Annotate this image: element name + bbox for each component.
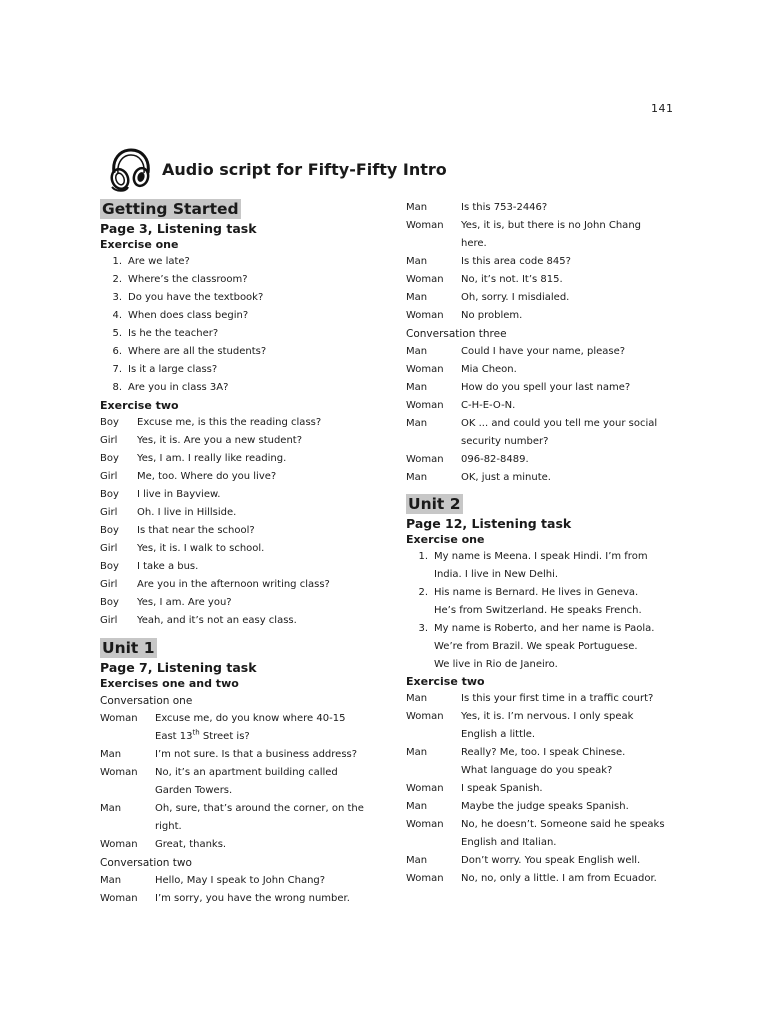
dialogue-line <box>406 852 706 870</box>
list-item <box>100 271 390 289</box>
dialogue-line <box>406 816 706 834</box>
conversation-heading: Conversation three <box>406 328 507 340</box>
dialogue-line <box>100 576 390 594</box>
dialogue-line <box>100 836 390 854</box>
line-text <box>155 800 390 818</box>
line-text <box>137 414 390 432</box>
dialogue-line <box>406 708 706 726</box>
line-text-part: No, he doesn’t. Someone said he speaks <box>461 819 665 830</box>
line-text-part: Garden Towers. <box>155 785 233 796</box>
line-text <box>461 415 706 433</box>
line-text <box>137 432 390 450</box>
dialogue <box>100 414 390 630</box>
speaker: Woman <box>406 400 444 411</box>
list-item-text: His name is Bernard. He lives in Geneva. <box>434 587 639 598</box>
exercise-heading: Exercises one and two <box>100 677 239 690</box>
document-title: Audio script for Fifty-Fifty Intro <box>162 160 447 179</box>
list-item <box>406 584 706 602</box>
line-text <box>155 782 390 800</box>
speaker <box>100 728 155 746</box>
speaker <box>406 762 461 780</box>
speaker: Man <box>100 803 122 814</box>
line-text-part: Yes, I am. I really like reading. <box>137 453 287 464</box>
line-text <box>461 798 706 816</box>
dialogue-line <box>406 780 706 798</box>
list-item-number: 8. <box>112 382 122 393</box>
line-text <box>137 576 390 594</box>
dialogue-line <box>406 451 706 469</box>
speaker: Woman <box>406 274 444 285</box>
line-text-part: Yes, it is, but there is no John Chang <box>461 220 641 231</box>
list-item-number: 1. <box>418 551 428 562</box>
list-item-text: My name is Roberto, and her name is Paola. <box>434 623 655 634</box>
line-text-part: How do you spell your last name? <box>461 382 631 393</box>
speaker: Woman <box>406 783 444 794</box>
line-text <box>137 558 390 576</box>
line-text-part: Is that near the school? <box>137 525 255 536</box>
page-reference: Page 12, Listening task <box>406 516 572 531</box>
list-item <box>100 361 390 379</box>
exercise-heading: Exercise one <box>100 238 179 251</box>
line-text <box>137 612 390 630</box>
list-item-text: Are we late? <box>128 256 190 267</box>
line-text-part: Mia Cheon. <box>461 364 517 375</box>
speaker: Woman <box>406 454 444 465</box>
speaker <box>406 726 461 744</box>
line-text <box>461 271 706 289</box>
dialogue-line <box>100 540 390 558</box>
line-text <box>461 451 706 469</box>
line-text-part: Great, thanks. <box>155 839 227 850</box>
line-text-part: Is this your first time in a traffic court? <box>461 693 654 704</box>
speaker: Woman <box>406 819 444 830</box>
dialogue <box>406 199 706 325</box>
dialogue-line <box>406 289 706 307</box>
list-item <box>100 253 390 271</box>
dialogue-line <box>100 782 390 800</box>
dialogue-line <box>100 594 390 612</box>
dialogue <box>406 690 706 888</box>
dialogue-line <box>100 710 390 728</box>
line-text <box>461 744 706 762</box>
speaker: Man <box>406 382 428 393</box>
speaker: Boy <box>100 525 119 536</box>
exercise-heading: Exercise two <box>406 675 485 688</box>
dialogue-line <box>100 746 390 764</box>
list-item-text: When does class begin? <box>128 310 249 321</box>
line-text-part: Excuse me, is this the reading class? <box>137 417 322 428</box>
dialogue-line <box>100 800 390 818</box>
line-text-part: Me, too. Where do you live? <box>137 471 277 482</box>
line-text <box>137 594 390 612</box>
list-item-text: Is it a large class? <box>128 364 218 375</box>
speaker: Man <box>406 801 428 812</box>
line-text <box>461 690 706 708</box>
line-text-part: No, no, only a little. I am from Ecuador. <box>461 873 657 884</box>
speaker: Girl <box>100 579 118 590</box>
line-text <box>461 433 706 451</box>
list-item-number <box>406 566 434 584</box>
list-item <box>100 379 390 397</box>
dialogue-line <box>100 872 390 890</box>
line-text <box>461 343 706 361</box>
dialogue-line <box>100 414 390 432</box>
line-text-part: Maybe the judge speaks Spanish. <box>461 801 629 812</box>
speaker: Woman <box>406 310 444 321</box>
numbered-list <box>100 253 390 397</box>
section-heading-getting-started: Getting Started <box>102 200 239 218</box>
speaker: Boy <box>100 417 119 428</box>
line-text-part: No, it’s not. It’s 815. <box>461 274 563 285</box>
line-text <box>155 710 390 728</box>
line-text-part: Excuse me, do you know where 40-15 <box>155 713 346 724</box>
speaker: Man <box>406 202 428 213</box>
line-text-part: I’m not sure. Is that a business address? <box>155 749 358 760</box>
list-item <box>406 566 706 584</box>
dialogue-line <box>406 379 706 397</box>
list-item-text: My name is Meena. I speak Hindi. I’m from <box>434 551 648 562</box>
line-text-part: Yes, I am. Are you? <box>137 597 232 608</box>
list-item <box>406 602 706 620</box>
speaker: Girl <box>100 471 118 482</box>
dialogue-line <box>100 764 390 782</box>
list-item-text: Where’s the classroom? <box>128 274 248 285</box>
line-text <box>461 834 706 852</box>
line-text-part: Don’t worry. You speak English well. <box>461 855 641 866</box>
numbered-list <box>406 548 706 674</box>
line-text <box>461 762 706 780</box>
dialogue-line <box>100 818 390 836</box>
line-text <box>461 726 706 744</box>
dialogue-line <box>406 798 706 816</box>
dialogue-line <box>406 361 706 379</box>
line-text-part: OK ... and could you tell me your social <box>461 418 658 429</box>
list-item <box>100 343 390 361</box>
dialogue-line <box>406 762 706 780</box>
line-text <box>461 361 706 379</box>
list-item-text: He’s from Switzerland. He speaks French. <box>434 605 642 616</box>
list-item-number: 6. <box>112 346 122 357</box>
dialogue-line <box>406 870 706 888</box>
speaker: Boy <box>100 489 119 500</box>
speaker: Man <box>406 346 428 357</box>
dialogue <box>100 710 390 854</box>
list-item-number: 2. <box>418 587 428 598</box>
speaker: Woman <box>100 893 138 904</box>
line-text <box>461 307 706 325</box>
line-text-part: Yes, it is. Are you a new student? <box>137 435 303 446</box>
dialogue-line <box>406 433 706 451</box>
line-text <box>155 872 390 890</box>
speaker: Man <box>406 418 428 429</box>
line-text-part: What language do you speak? <box>461 765 613 776</box>
dialogue-line <box>406 307 706 325</box>
line-text <box>137 486 390 504</box>
speaker: Man <box>406 292 428 303</box>
list-item-number: 3. <box>112 292 122 303</box>
speaker: Man <box>406 256 428 267</box>
line-text <box>155 890 390 908</box>
dialogue-line <box>406 726 706 744</box>
line-text <box>461 217 706 235</box>
speaker: Woman <box>406 364 444 375</box>
line-text-part: C-H-E-O-N. <box>461 400 516 411</box>
dialogue-line <box>100 486 390 504</box>
line-text <box>461 708 706 726</box>
dialogue-line <box>406 271 706 289</box>
speaker: Woman <box>100 767 138 778</box>
speaker: Woman <box>100 839 138 850</box>
line-text <box>155 728 390 746</box>
line-text-part: right. <box>155 821 182 832</box>
speaker: Woman <box>406 873 444 884</box>
dialogue-line <box>100 504 390 522</box>
list-item-number: 7. <box>112 364 122 375</box>
speaker: Boy <box>100 597 119 608</box>
line-text-part: I’m sorry, you have the wrong number. <box>155 893 350 904</box>
line-text-part: Yes, it is. I’m nervous. I only speak <box>461 711 634 722</box>
speaker: Man <box>406 472 428 483</box>
left-column <box>100 199 390 908</box>
dialogue-line <box>100 612 390 630</box>
list-item-number: 4. <box>112 310 122 321</box>
list-item-number: 5. <box>112 328 122 339</box>
line-text <box>155 818 390 836</box>
list-item-text: Where are all the students? <box>128 346 267 357</box>
list-item-text: Is he the teacher? <box>128 328 219 339</box>
line-text-part: English a little. <box>461 729 536 740</box>
dialogue-line <box>406 343 706 361</box>
line-text-part: here. <box>461 238 487 249</box>
list-item-text: India. I live in New Delhi. <box>434 569 559 580</box>
line-text-part: East 13 <box>155 731 193 742</box>
page-reference: Page 7, Listening task <box>100 660 257 675</box>
speaker <box>406 433 461 451</box>
dialogue <box>100 872 390 908</box>
speaker: Girl <box>100 435 118 446</box>
line-text-part: Oh, sure, that’s around the corner, on the <box>155 803 364 814</box>
list-item <box>406 620 706 638</box>
page-number: 141 <box>651 102 674 115</box>
dialogue-line <box>100 558 390 576</box>
line-text-part: Is this area code 845? <box>461 256 571 267</box>
speaker <box>406 235 461 253</box>
dialogue-line <box>100 728 390 746</box>
line-text-part: security number? <box>461 436 549 447</box>
dialogue-line <box>406 397 706 415</box>
line-text <box>461 397 706 415</box>
line-text-part: I speak Spanish. <box>461 783 543 794</box>
list-item <box>406 656 706 674</box>
line-text-part: Yeah, and it’s not an easy class. <box>137 615 297 626</box>
list-item <box>100 289 390 307</box>
list-item <box>100 307 390 325</box>
speaker: Man <box>406 855 428 866</box>
line-text <box>137 450 390 468</box>
line-text <box>137 522 390 540</box>
list-item-number <box>406 638 434 656</box>
line-text <box>461 289 706 307</box>
line-text-part: Yes, it is. I walk to school. <box>137 543 265 554</box>
line-text <box>155 764 390 782</box>
speaker: Woman <box>100 713 138 724</box>
speaker: Boy <box>100 453 119 464</box>
section-heading-unit-2: Unit 2 <box>408 495 461 513</box>
line-text-part: No problem. <box>461 310 523 321</box>
speaker: Girl <box>100 543 118 554</box>
speaker: Man <box>406 693 428 704</box>
line-text <box>137 540 390 558</box>
line-text <box>137 468 390 486</box>
list-item-text: Are you in class 3A? <box>128 382 229 393</box>
speaker: Woman <box>406 220 444 231</box>
list-item <box>406 548 706 566</box>
line-text <box>461 852 706 870</box>
right-column <box>406 199 706 888</box>
line-text-part: Are you in the afternoon writing class? <box>137 579 330 590</box>
line-text <box>461 816 706 834</box>
line-text-part: No, it’s an apartment building called <box>155 767 338 778</box>
line-text <box>461 235 706 253</box>
line-text <box>461 780 706 798</box>
speaker: Boy <box>100 561 119 572</box>
list-item <box>100 325 390 343</box>
dialogue-line <box>406 834 706 852</box>
dialogue-line <box>406 469 706 487</box>
list-item-text: We live in Rio de Janeiro. <box>434 659 558 670</box>
line-text-part: OK, just a minute. <box>461 472 551 483</box>
dialogue-line <box>406 199 706 217</box>
ordinal-suffix: th <box>192 728 200 737</box>
line-text-part: Oh, sorry. I misdialed. <box>461 292 570 303</box>
line-text-part: Is this 753-2446? <box>461 202 548 213</box>
speaker <box>100 818 155 836</box>
line-text <box>461 199 706 217</box>
headphones-icon <box>106 147 154 193</box>
dialogue-line <box>100 522 390 540</box>
conversation-heading: Conversation two <box>100 857 192 869</box>
line-text-part: I live in Bayview. <box>137 489 221 500</box>
line-text-part: Really? Me, too. I speak Chinese. <box>461 747 626 758</box>
line-text-part: Street is? <box>199 731 250 742</box>
line-text <box>461 469 706 487</box>
speaker: Man <box>100 749 122 760</box>
dialogue-line <box>406 744 706 762</box>
line-text <box>461 379 706 397</box>
dialogue <box>406 343 706 487</box>
dialogue-line <box>100 450 390 468</box>
conversation-heading: Conversation one <box>100 695 193 707</box>
speaker: Woman <box>406 711 444 722</box>
dialogue-line <box>406 253 706 271</box>
speaker <box>406 834 461 852</box>
speaker: Man <box>100 875 122 886</box>
list-item-number <box>406 656 434 674</box>
line-text <box>461 253 706 271</box>
line-text-part: Could I have your name, please? <box>461 346 626 357</box>
dialogue-line <box>406 217 706 235</box>
exercise-heading: Exercise two <box>100 399 179 412</box>
dialogue-line <box>406 415 706 433</box>
list-item-text: We’re from Brazil. We speak Portuguese. <box>434 641 638 652</box>
list-item-text: Do you have the textbook? <box>128 292 264 303</box>
section-heading-unit-1: Unit 1 <box>102 639 155 657</box>
line-text-part: I take a bus. <box>137 561 199 572</box>
dialogue-line <box>406 235 706 253</box>
line-text <box>155 746 390 764</box>
list-item-number <box>406 602 434 620</box>
line-text <box>137 504 390 522</box>
list-item <box>406 638 706 656</box>
dialogue-line <box>100 432 390 450</box>
speaker: Girl <box>100 507 118 518</box>
line-text-part: Hello, May I speak to John Chang? <box>155 875 326 886</box>
list-item-number: 3. <box>418 623 428 634</box>
line-text <box>155 836 390 854</box>
dialogue-line <box>100 468 390 486</box>
line-text-part: 096-82-8489. <box>461 454 529 465</box>
title-row <box>106 147 506 193</box>
speaker <box>100 782 155 800</box>
line-text <box>461 870 706 888</box>
dialogue-line <box>100 890 390 908</box>
list-item-number: 2. <box>112 274 122 285</box>
dialogue-line <box>406 690 706 708</box>
page-reference: Page 3, Listening task <box>100 221 257 236</box>
line-text-part: Oh. I live in Hillside. <box>137 507 237 518</box>
list-item-number: 1. <box>112 256 122 267</box>
speaker: Girl <box>100 615 118 626</box>
speaker: Man <box>406 747 428 758</box>
exercise-heading: Exercise one <box>406 533 485 546</box>
line-text-part: English and Italian. <box>461 837 557 848</box>
